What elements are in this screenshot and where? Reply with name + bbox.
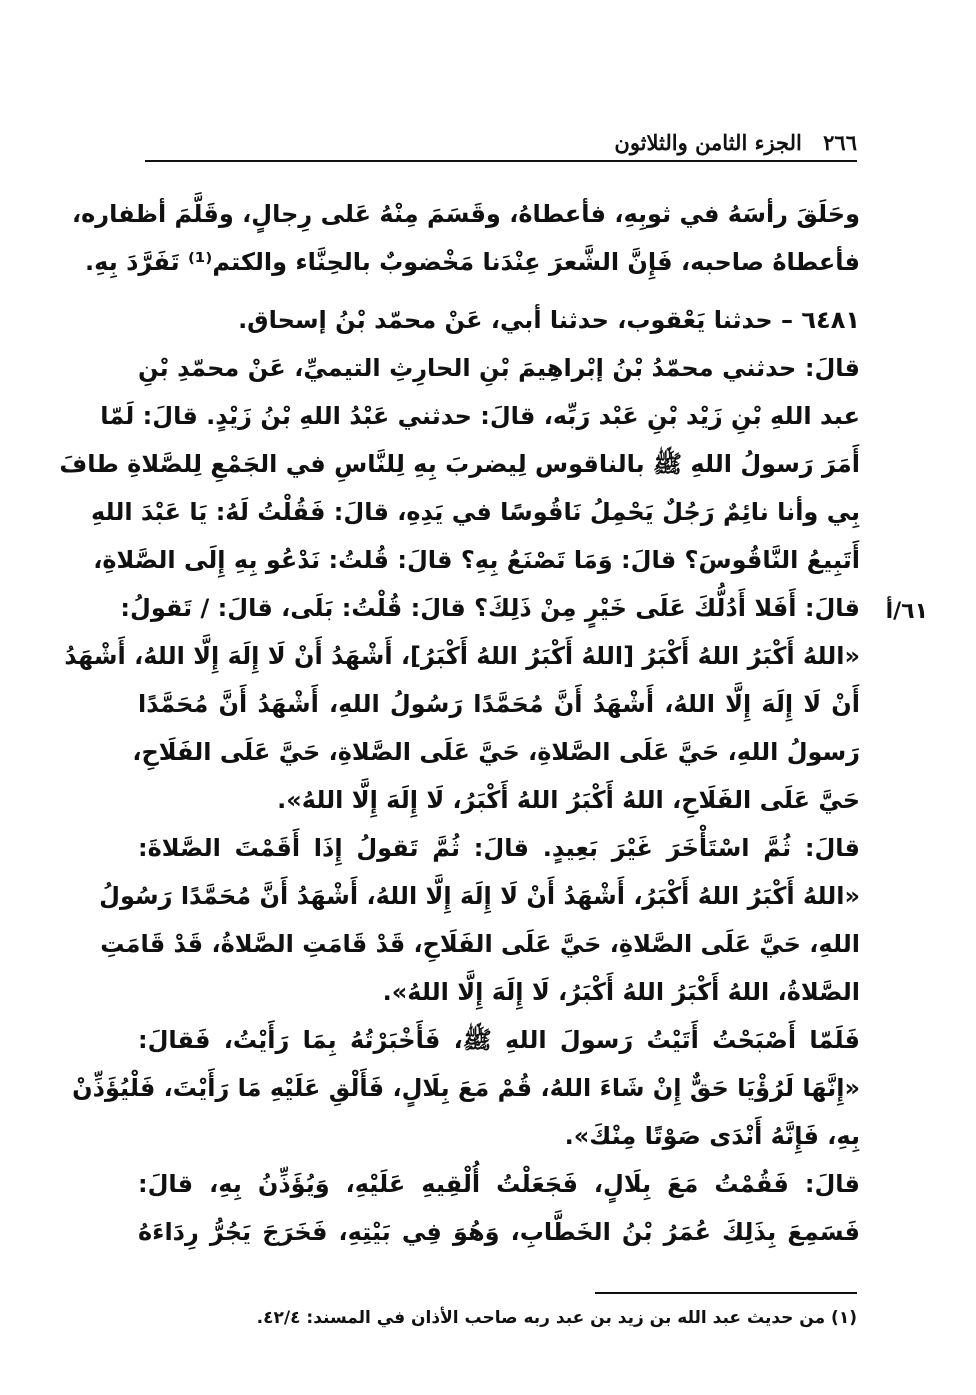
footnote: (١) من حديث عبد الله بن زيد بن عبد ربه صاحب الأذان في المسند: ٤٢/٤. [256, 1308, 857, 1328]
text-line: رَسولُ اللهِ، حَيَّ عَلَى الصَّلاةِ، حَيَّ عَلَى الصَّلاةِ، حَيَّ عَلَى الفَلَاحِ، [132, 738, 860, 766]
text-line: قالَ: فَقُمْتُ مَعَ بِلَالٍ، فَجَعَلْتُ أُلْقِيهِ عَلَيْهِ، وَيُؤَذِّنُ بِهِ، قالَ: [138, 1170, 860, 1198]
text-line: فَلَمّا أَصْبَحْتُ أَتَيْتُ رَسولَ اللهِ ﷺ، فَأَخْبَرْتُهُ بِمَا رَأَيْتُ، فَقالَ: [138, 1026, 860, 1054]
hadith-heading: ٦٤٨١ – حدثنا يَعْقوب، حدثنا أبي، عَنْ محمّد بْنُ إسحاق. [238, 306, 860, 334]
text-line: فأعطاهُ صاحبه، فَإِنَّ الشَّعرَ عِنْدَنا مَخْضوبٌ بالحِنَّاء والكتم⁽¹⁾ تَفَرَّدَ بِهِ. [85, 248, 860, 276]
text-line: وحَلَقَ رأسَهُ في ثوبِهِ، فأعطاهُ، وقَسَمَ مِنْهُ عَلى رِجالٍ، وقَلَّمَ أظفاره، [71, 200, 860, 228]
text-line: «إِنَّهَا لَرُؤْيَا حَقٌّ إِنْ شَاءَ اللهُ، قُمْ مَعَ بِلَالٍ، فَأَلْقِ عَلَيْهِ مَا رَأَيْتَ، فَلْيُؤَذِّنْ [72, 1074, 860, 1102]
paragraph-gap [138, 286, 860, 296]
volume-title: الجزء الثامن والثلاثون [614, 130, 802, 155]
text-line: أَمَرَ رَسولُ اللهِ ﷺ بالناقوس لِيضربَ بِهِ لِلنَّاسِ في الجَمْعِ لِلصَّلاةِ طافَ [59, 450, 860, 478]
page-header [145, 128, 857, 158]
text-line: قالَ: ثُمَّ اسْتَأْخَرَ غَيْرَ بَعِيدٍ. قالَ: ثُمَّ تَقولُ إِذَا أَقَمْتَ الصَّلاةَ: [138, 834, 860, 862]
text-line: أَنْ لَا إِلَهَ إِلَّا اللهُ، أَشْهَدُ أَنَّ مُحَمَّدًا رَسُولُ اللهِ، أَشْهَدُ أَنَّ مُحَمَّدًا [138, 690, 860, 718]
page-number: ٢٦٦ [823, 130, 857, 155]
text-line: بِي وأنا نائِمٌ رَجُلٌ يَحْمِلُ نَاقُوسًا في يَدِهِ، قالَ: فَقُلْتُ لَهُ: يَا عَبْدَ اللهِ [90, 498, 860, 526]
text-line: «اللهُ أَكْبَرُ اللهُ أَكْبَرُ [اللهُ أَكْبَرُ اللهُ أَكْبَرُ]، أَشْهَدُ أَنْ لَا إِلَهَ إِلَّا اللهُ، أَشْهَدُ [64, 642, 860, 670]
text-line: «اللهُ أَكْبَرُ اللهُ أَكْبَرُ، أَشْهَدُ أَنْ لَا إِلَهَ إِلَّا اللهُ، أَشْهَدُ أَنَّ مُحَمَّدًا رَسُولُ [99, 882, 860, 910]
text-line: حَيَّ عَلَى الفَلَاحِ، اللهُ أَكْبَرُ اللهُ أَكْبَرُ، لَا إِلَهَ إِلَّا اللهُ». [277, 786, 860, 814]
text-line: بِهِ، فَإِنَّهُ أَنْدَى صَوْتًا مِنْكَ». [564, 1122, 860, 1150]
text-line: عبد اللهِ بْنِ زَيْد بْنِ عَبْد رَبِّه، قالَ: حدثني عَبْدُ اللهِ بْنُ زَيْدٍ. قالَ: لَمّا [100, 402, 860, 430]
manuscript-folio-note: ٦١/أ [885, 599, 928, 624]
text-line: فَسَمِعَ بِذَلِكَ عُمَرُ بْنُ الخَطَّابِ، وَهُوَ فِي بَيْتِهِ، فَخَرَجَ يَجُرُّ رِدَاءَهُ [138, 1218, 860, 1246]
text-line: قالَ: حدثني محمّدُ بْنُ إبْراهِيمَ بْنِ الحارِثِ التيميِّ، عَنْ محمّدِ بْنِ [138, 354, 860, 382]
footnote-divider [595, 1292, 857, 1294]
body-text [59, 190, 860, 1256]
text-line: الصَّلاةُ، اللهُ أَكْبَرُ اللهُ أَكْبَرُ، لَا إِلَهَ إِلَّا اللهُ». [382, 978, 860, 1006]
text-line: اللهِ، حَيَّ عَلَى الصَّلاةِ، حَيَّ عَلَى الفَلَاحِ، قَدْ قَامَتِ الصَّلاةُ، قَدْ قَامَتِ [100, 930, 860, 958]
header-divider [145, 160, 857, 162]
text-line: أَتَبِيعُ النَّاقُوسَ؟ قالَ: وَمَا تَصْنَعُ بِهِ؟ قالَ: قُلتُ: نَدْعُو بِهِ إِلَى الصَّلاةِ، [93, 546, 860, 574]
text-line: قالَ: أَفَلا أَدُلُّكَ عَلَى خَيْرٍ مِنْ ذَلِكَ؟ قالَ: قُلْتُ: بَلَى، قالَ: / تَقولُ: [120, 594, 860, 622]
